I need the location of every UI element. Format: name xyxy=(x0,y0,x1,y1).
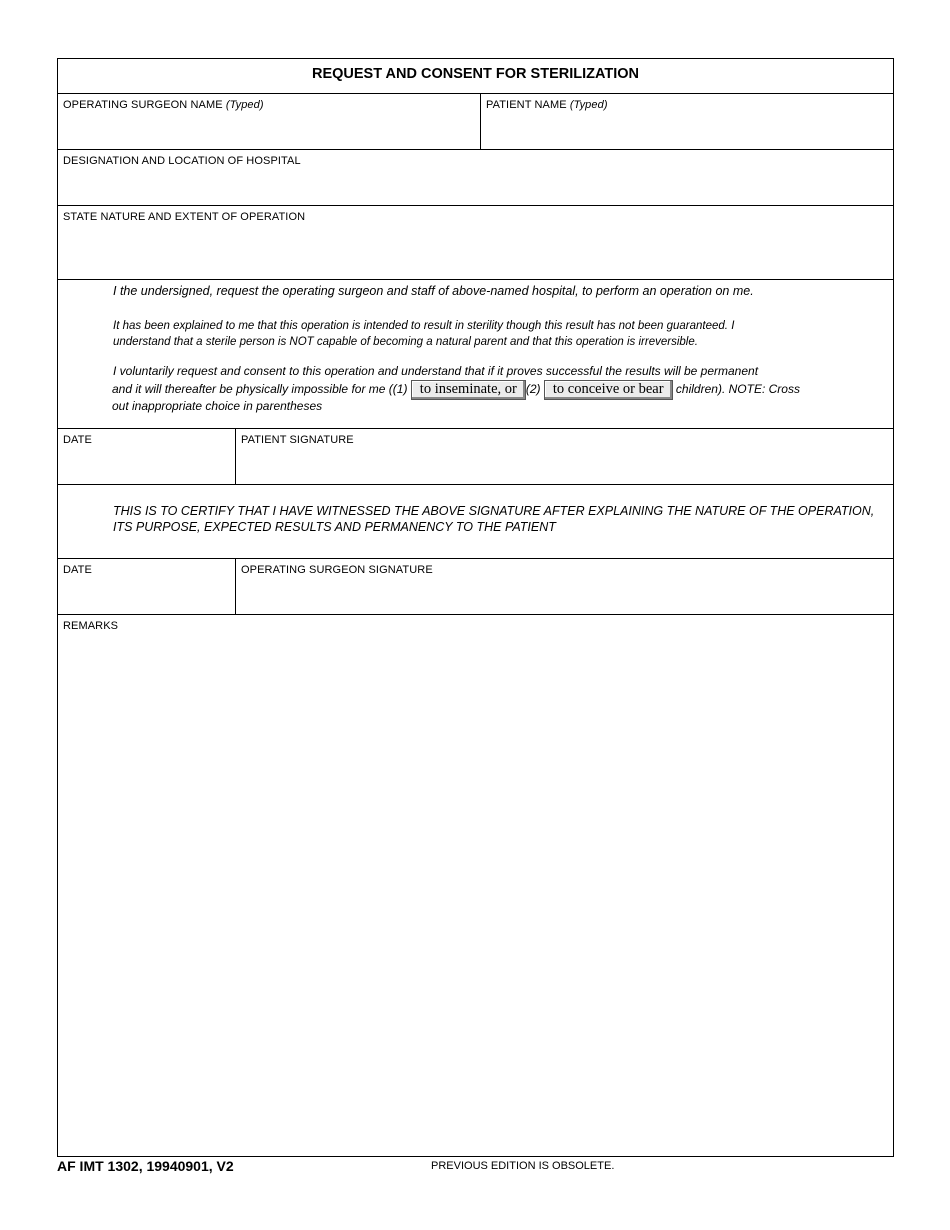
surgeon-signature-field[interactable] xyxy=(236,559,893,614)
consent-paragraph-2-line-1: It has been explained to me that this operation is intended to result in sterility though this result has not been guaranteed. I xyxy=(113,320,735,332)
choice-2-marker: (2) xyxy=(525,381,541,396)
consent-section xyxy=(58,280,893,429)
inseminate-choice-field[interactable]: to inseminate, or xyxy=(411,380,526,400)
patient-name-label: PATIENT NAME (Typed) xyxy=(486,99,608,111)
surgeon-signature-label: OPERATING SURGEON SIGNATURE xyxy=(241,564,433,576)
patient-signature-label: PATIENT SIGNATURE xyxy=(241,434,354,446)
surgeon-name-label: OPERATING SURGEON NAME (Typed) xyxy=(63,99,264,111)
certification-section xyxy=(58,485,893,559)
operation-field[interactable] xyxy=(58,206,893,280)
consent-paragraph-2 xyxy=(113,319,734,350)
remarks-label: REMARKS xyxy=(63,620,119,632)
consent-paragraph-3-line-2 xyxy=(112,380,893,399)
operation-label: STATE NATURE AND EXTENT OF OPERATION xyxy=(63,211,306,223)
date-field-2[interactable] xyxy=(58,559,236,614)
surgeon-signature-row xyxy=(58,559,893,615)
surgeon-name-field[interactable] xyxy=(58,94,481,149)
names-row xyxy=(58,94,893,150)
form-identifier: AF IMT 1302, 19940901, V2 xyxy=(57,1158,234,1174)
form-title: REQUEST AND CONSENT FOR STERILIZATION xyxy=(311,66,640,82)
certification-text: THIS IS TO CERTIFY THAT I HAVE WITNESSED THE ABOVE SIGNATURE AFTER EXPLAINING THE NATURE OF THE OPERATION, ITS PURPOSE, EXPECTED RESULTS AND PERMANENCY TO THE PATIENT xyxy=(113,504,875,534)
conceive-choice-field[interactable]: to conceive or bear xyxy=(544,380,673,400)
date-label-2: DATE xyxy=(63,564,92,576)
consent-paragraph-3-line-1: I voluntarily request and consent to this operation and understand that if it proves successful the results will be permanent xyxy=(113,364,759,378)
patient-signature-row xyxy=(58,429,893,485)
consent-line-end: children). NOTE: Cross xyxy=(675,381,800,396)
hospital-label: DESIGNATION AND LOCATION OF HOSPITAL xyxy=(63,155,301,167)
consent-paragraph-3-line-3: out inappropriate choice in parentheses xyxy=(112,398,323,413)
consent-paragraph-1: I the undersigned, request the operating surgeon and staff of above-named hospital, to perform an operation on me. xyxy=(113,284,754,298)
edition-note: PREVIOUS EDITION IS OBSOLETE. xyxy=(431,1160,615,1172)
patient-name-field[interactable] xyxy=(481,94,893,149)
sterilization-consent-form xyxy=(57,58,894,1157)
patient-signature-field[interactable] xyxy=(236,429,893,484)
title-row xyxy=(58,59,893,94)
consent-line-start: and it will thereafter be physically impossible for me ((1) xyxy=(112,381,408,396)
consent-paragraph-2-line-2: understand that a sterile person is NOT capable of becoming a natural parent and that this operation is irreversible. xyxy=(113,335,698,348)
hospital-field[interactable] xyxy=(58,150,893,206)
date-field-1[interactable] xyxy=(58,429,236,484)
date-label-1: DATE xyxy=(63,434,92,446)
remarks-field[interactable] xyxy=(58,615,893,1156)
consent-paragraph-3 xyxy=(113,364,893,414)
